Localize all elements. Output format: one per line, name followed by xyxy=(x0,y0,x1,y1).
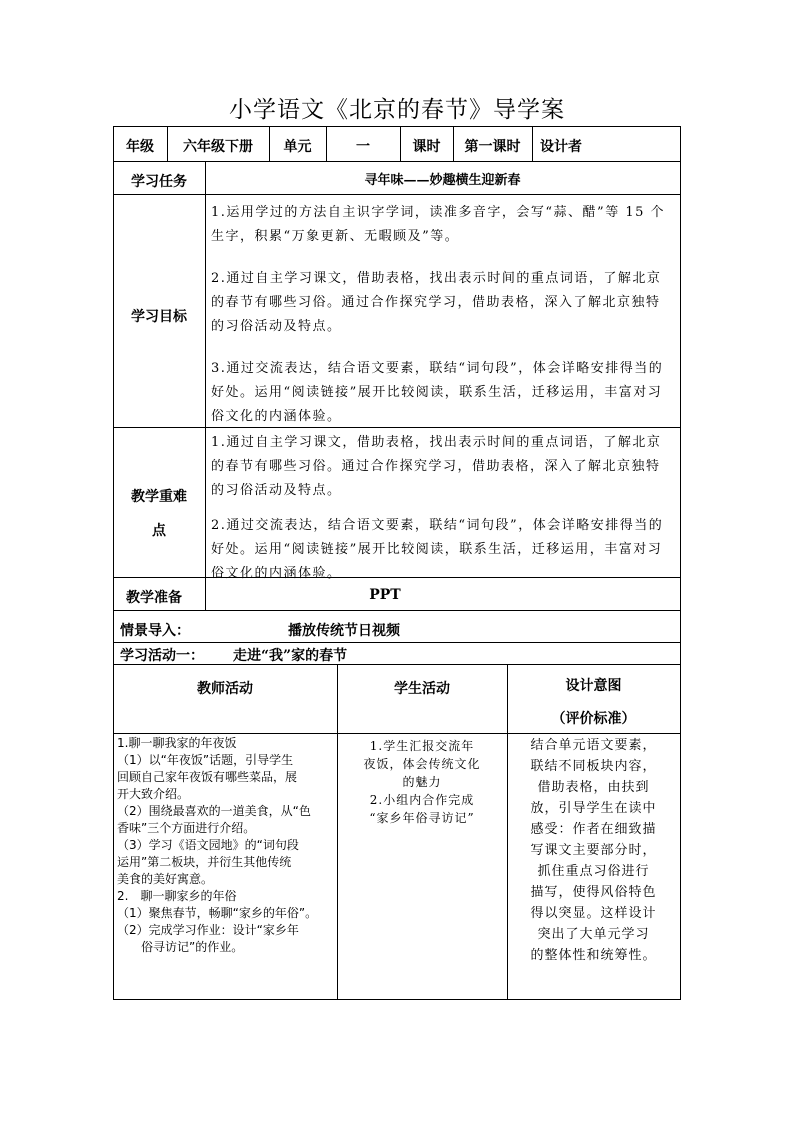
student-activities xyxy=(339,737,505,827)
teacher-activities xyxy=(117,735,335,956)
design-column-header-line2: （评价标准） xyxy=(551,711,636,727)
design-line: 描写，使得风俗特色 xyxy=(530,885,657,900)
designer-label: 设计者 xyxy=(540,139,582,155)
teacher-line: 1.聊一聊我家的年夜饭 xyxy=(117,736,237,750)
key-points-label xyxy=(113,480,205,548)
design-line: 抓住重点习俗进行 xyxy=(537,864,650,879)
teacher-column-header: 教师活动 xyxy=(197,681,253,697)
teacher-line: （2）完成学习作业：设计“家乡年 xyxy=(117,923,299,937)
student-line: 2.小组内合作完成 xyxy=(369,793,475,807)
teacher-line: 2. 聊一聊家乡的年俗 xyxy=(117,889,237,903)
intro-value: 播放传统节日视频 xyxy=(288,623,400,639)
design-line: 结合单元语文要素， xyxy=(530,738,657,753)
task-value: 寻年味——妙趣横生迎新春 xyxy=(364,173,521,188)
teacher-line: 香味”三个方面进行介绍。 xyxy=(117,821,256,835)
key-points-label-line1: 教学重难 xyxy=(131,489,187,505)
teacher-line: 回顾自己家年夜饭有哪些菜品，展 xyxy=(117,770,298,784)
unit-value: 一 xyxy=(356,139,370,155)
student-line: 1.学生汇报交流年 xyxy=(369,739,475,753)
unit-label: 单元 xyxy=(283,139,312,155)
key-points-content xyxy=(211,431,673,586)
design-line: 写课文主要部分时， xyxy=(530,843,657,858)
teacher-line: （1）聚焦春节，畅聊“家乡的年俗”。 xyxy=(117,906,318,920)
design-line: 的整体性和统筹性。 xyxy=(530,948,657,963)
teacher-line: （3）学习《语文园地》的“词句段 xyxy=(117,838,299,852)
student-column-header: 学生活动 xyxy=(394,681,450,697)
task-label: 学习任务 xyxy=(131,174,187,190)
document-title: 小学语文《北京的春节》导学案 xyxy=(229,97,565,123)
student-line: 夜饭，体会传统文化 xyxy=(363,757,481,771)
activity1-value: 走进“我”家的春节 xyxy=(233,648,348,664)
design-line: 得以突显。这样设计 xyxy=(530,906,657,921)
prep-value: PPT xyxy=(369,587,401,603)
design-line: 突出了大单元学习 xyxy=(537,927,650,942)
key-point-item: 2.通过交流表达，结合语文要素，联结“词句段”，体会详略安排得当的好处。运用“阅读链接”展开比较阅读，联系生活，迁移运用，丰富对习俗文化的内涵体验。 xyxy=(211,518,664,581)
design-column-header-line1: 设计意图 xyxy=(565,678,622,694)
goal-item: 1.运用学过的方法自主识字学词，读准多音字，会写“蒜、醋”等 15 个生字，积累“万象更新、无暇顾及”等。 xyxy=(211,205,666,244)
design-intent xyxy=(509,735,678,966)
design-line: 放，引导学生在读中 xyxy=(530,801,657,816)
goals-label: 学习目标 xyxy=(131,309,187,325)
lesson-value: 第一课时 xyxy=(464,139,521,155)
design-column-header xyxy=(507,670,680,736)
teacher-line: （2）围绕最喜欢的一道美食，从“色 xyxy=(117,804,311,818)
activity1-label: 学习活动一： xyxy=(120,648,204,664)
student-line: 的魅力 xyxy=(402,775,442,789)
student-line: “家乡年俗寻访记” xyxy=(369,811,475,825)
grade-label: 年级 xyxy=(126,139,154,155)
prep-label: 教学准备 xyxy=(126,590,182,606)
teacher-line: 运用”第二板块，并衍生其他传统 xyxy=(117,855,292,869)
key-point-item: 1.通过自主学习课文，借助表格，找出表示时间的重点词语，了解北京的春节有哪些习俗。通过合作探究学习，借助表格，深入了解北京独特的习俗活动及特点。 xyxy=(211,435,662,498)
goal-item: 3.通过交流表达，结合语文要素，联结“词句段”，体会详略安排得当的好处。运用“阅读链接”展开比较阅读，联系生活，迁移运用，丰富对习俗文化的内涵体验。 xyxy=(211,361,664,424)
design-line: 感受：作者在细致描 xyxy=(530,822,657,837)
goals-content xyxy=(211,201,673,429)
key-points-label-line2: 点 xyxy=(152,523,166,539)
design-line: 联结不同板块内容， xyxy=(530,759,657,774)
teacher-line: 俗寻访记”的作业。 xyxy=(117,940,244,954)
intro-label: 情景导入： xyxy=(120,623,190,639)
goal-item: 2.通过自主学习课文，借助表格，找出表示时间的重点词语，了解北京的春节有哪些习俗。通过合作探究学习，借助表格，深入了解北京独特的习俗活动及特点。 xyxy=(211,271,662,334)
lesson-label: 课时 xyxy=(412,139,441,155)
teacher-line: 开大致介绍。 xyxy=(117,787,190,801)
teacher-line: （1）以“年夜饭”话题，引导学生 xyxy=(117,753,294,767)
teacher-line: 美食的美好寓意。 xyxy=(117,872,214,886)
design-line: 借助表格，由扶到 xyxy=(537,780,650,795)
grade-value: 六年级下册 xyxy=(183,139,253,155)
